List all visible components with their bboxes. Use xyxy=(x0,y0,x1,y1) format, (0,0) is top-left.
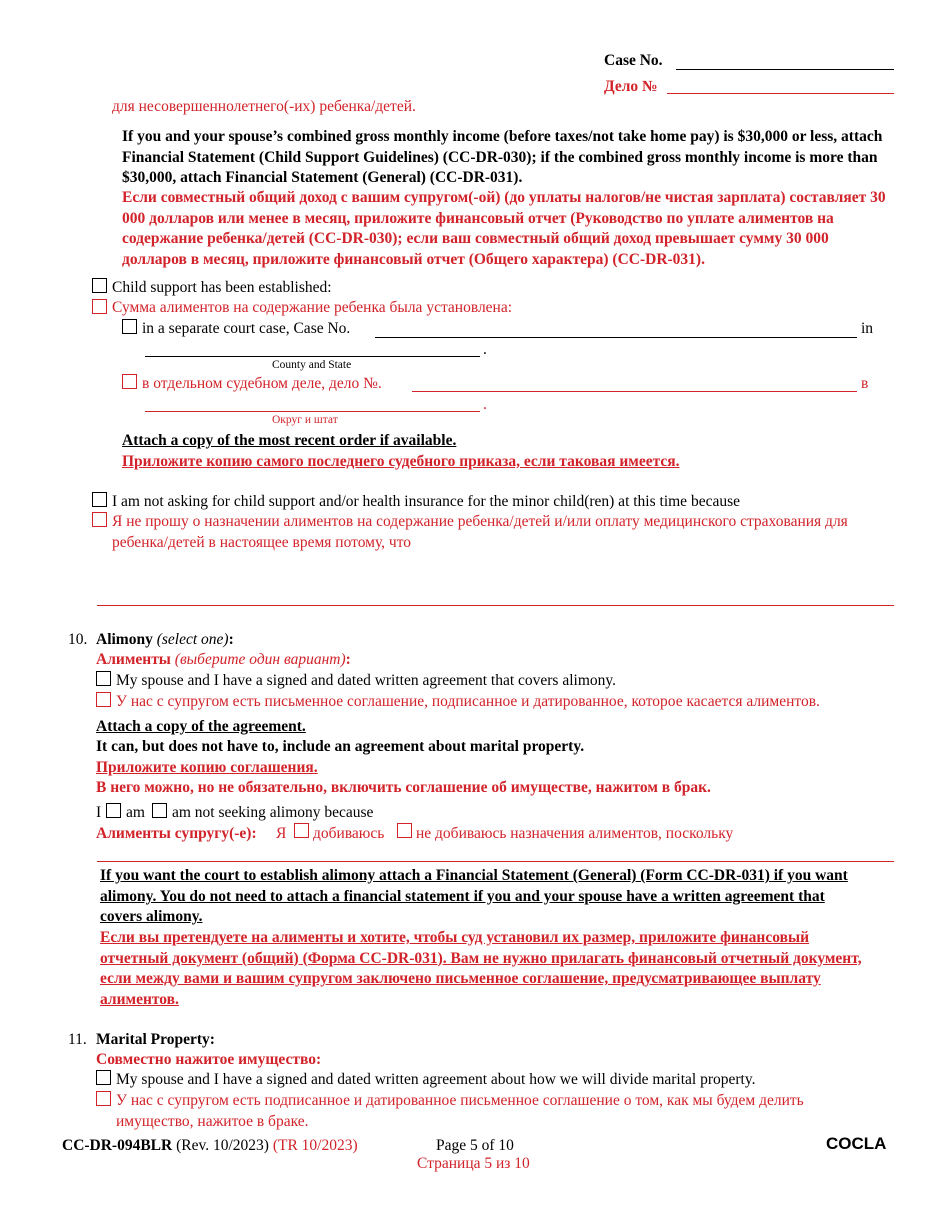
not-asking-label: I am not asking for child support and/or health insurance for the minor child(ren) at this time because xyxy=(112,493,740,510)
alimony-heading-ru xyxy=(96,651,351,669)
footer-page-ru: Страница 5 из 10 xyxy=(417,1155,530,1172)
child-support-established-label: Child support has been established: xyxy=(112,279,332,296)
intro-ru: для несовершеннолетнего(-их) ребенка/детей. xyxy=(112,98,416,115)
alimony-court-note-en: If you want the court to establish alimony attach a Financial Statement (General) (Form CC-DR-031) if you want alimony. You do not need to attach a financial statement if you and your spouse have a written agreement that covers alimony. xyxy=(100,867,848,925)
child-support-established-checkbox[interactable] xyxy=(92,278,107,293)
footer-rev: (Rev. 10/2023) xyxy=(176,1137,269,1154)
alimony-seek-label-ru: добиваюсь xyxy=(313,825,385,842)
property-agreement-checkbox-ru[interactable] xyxy=(96,1091,111,1106)
footer-form-line xyxy=(62,1137,358,1155)
footer-brand: COCLA xyxy=(826,1134,887,1153)
separate-case-no-field-ru[interactable] xyxy=(412,391,857,392)
alimony-not-seek-checkbox-ru[interactable] xyxy=(397,823,412,838)
alimony-agreement-label: My spouse and I have a signed and dated written agreement that covers alimony. xyxy=(116,672,617,689)
not-asking-checkbox-ru[interactable] xyxy=(92,512,107,527)
case-no-label-ru: Дело № xyxy=(604,78,658,95)
county-state-caption-ru: Округ и штат xyxy=(272,414,338,426)
alimony-not-seek-label-ru: не добиваюсь назначения алиментов, поскольку xyxy=(416,825,734,842)
case-no-field-ru[interactable] xyxy=(667,93,894,94)
alimony-label-ru: Алименты супругу(-е): xyxy=(96,825,257,842)
alimony-i-ru: Я xyxy=(276,825,287,842)
separate-case-label-ru: в отдельном судебном деле, дело №. xyxy=(142,375,382,392)
property-title-ru: Совместно нажитое имущество: xyxy=(96,1051,322,1068)
footer-page-en: Page 5 of 10 xyxy=(436,1137,514,1154)
income-note-en: If you and your spouse’s combined gross monthly income (before taxes/not take home pay) is $30,000 or less, attach Financial Statement (Child Support Guidelines) (CC-DR-030); if the combined gross monthly income is more than $30,000, attach Financial Statement (General) (CC-DR-031). xyxy=(122,128,883,186)
alimony-am-not-checkbox[interactable] xyxy=(152,803,167,818)
separate-case-checkbox[interactable] xyxy=(122,319,137,334)
alimony-agreement-checkbox-ru[interactable] xyxy=(96,692,111,707)
alimony-am-label: am xyxy=(126,804,145,821)
footer-form-id: CC-DR-094BLR xyxy=(62,1137,173,1154)
alimony-agreement-checkbox[interactable] xyxy=(96,671,111,686)
child-support-established-checkbox-ru[interactable] xyxy=(92,299,107,314)
alimony-reason-field[interactable] xyxy=(97,861,894,862)
alimony-i: I xyxy=(96,804,102,821)
income-note-ru: Если совместный общий доход с вашим супругом(-ой) (до уплаты налогов/не чистая зарплата) составляет 30 000 долларов или менее в месяц, приложите финансовый отчет (Руководство по уплате алиментов на содержание ребенка/детей (CC-DR-030); если ваш совместный общий доход превышает сумму 30 000 долларов в месяц, приложите финансовый отчет (Общего характера) (CC-DR-031). xyxy=(122,189,886,268)
separate-case-in: in xyxy=(861,320,874,337)
alimony-seek-checkbox-ru[interactable] xyxy=(294,823,309,838)
alimony-select: (select one) xyxy=(156,631,229,648)
county-state-field-ru[interactable] xyxy=(145,411,480,412)
child-support-established-label-ru: Сумма алиментов на содержание ребенка была установлена: xyxy=(112,299,513,316)
alimony-title: Alimony xyxy=(96,631,153,648)
property-agreement-label-ru: У нас с супругом есть подписанное и датированное письменное соглашение о том, как мы будем делить имущество, нажитое в браке. xyxy=(116,1092,804,1130)
alimony-number: 10. xyxy=(68,631,88,648)
separate-case-label: in a separate court case, Case No. xyxy=(142,320,351,337)
alimony-am-not-label: am not seeking alimony because xyxy=(172,804,374,821)
alimony-am-checkbox[interactable] xyxy=(106,803,121,818)
property-number: 11. xyxy=(68,1031,87,1048)
alimony-attach-ru: Приложите копию соглашения. xyxy=(96,759,318,776)
case-no-label: Case No. xyxy=(604,52,663,69)
alimony-select-ru: (выберите один вариант) xyxy=(174,651,346,668)
property-agreement-label: My spouse and I have a signed and dated written agreement about how we will divide marital property. xyxy=(116,1071,756,1088)
alimony-court-note-ru: Если вы претендуете на алименты и хотите, чтобы суд установил их размер, приложите финансовый отчетный документ (общий) (Форма CC-DR-031). Вам не нужно прилагать финансовый отчетный документ, если между вами и вашим супругом заключено письменное соглашение, предусматривающее выплату алиментов. xyxy=(100,929,862,1008)
alimony-may-include-ru: В него можно, но не обязательно, включить соглашение об имуществе, нажитом в брак. xyxy=(96,779,711,796)
county-state-field[interactable] xyxy=(145,356,480,357)
not-asking-checkbox[interactable] xyxy=(92,492,107,507)
county-state-period: . xyxy=(483,341,487,358)
separate-case-checkbox-ru[interactable] xyxy=(122,374,137,389)
alimony-attach-en: Attach a copy of the agreement. xyxy=(96,718,306,735)
county-state-period-ru: . xyxy=(483,396,487,413)
property-title: Marital Property: xyxy=(96,1031,215,1048)
property-agreement-checkbox[interactable] xyxy=(96,1070,111,1085)
alimony-may-include-en: It can, but does not have to, include an agreement about marital property. xyxy=(96,738,585,755)
not-asking-reason-field[interactable] xyxy=(97,605,894,606)
alimony-colon-ru: : xyxy=(345,651,351,668)
county-state-caption: County and State xyxy=(272,359,352,371)
separate-case-in-ru: в xyxy=(861,375,869,392)
attach-order-en: Attach a copy of the most recent order if available. xyxy=(122,432,457,449)
attach-order-ru: Приложите копию самого последнего судебного приказа, если таковая имеется. xyxy=(122,453,680,470)
alimony-agreement-label-ru: У нас с супругом есть письменное соглашение, подписанное и датированное, которое касается алиментов. xyxy=(116,693,820,710)
not-asking-label-ru: Я не прошу о назначении алиментов на содержание ребенка/детей и/или оплату медицинского страхования для ребенка/детей в настоящее время потому, что xyxy=(112,513,848,551)
alimony-colon: : xyxy=(228,631,234,648)
separate-case-no-field[interactable] xyxy=(375,337,857,338)
alimony-title-ru: Алименты xyxy=(96,651,171,668)
footer-tr: (TR 10/2023) xyxy=(272,1137,358,1154)
case-no-field[interactable] xyxy=(676,69,894,70)
alimony-heading xyxy=(96,631,234,649)
